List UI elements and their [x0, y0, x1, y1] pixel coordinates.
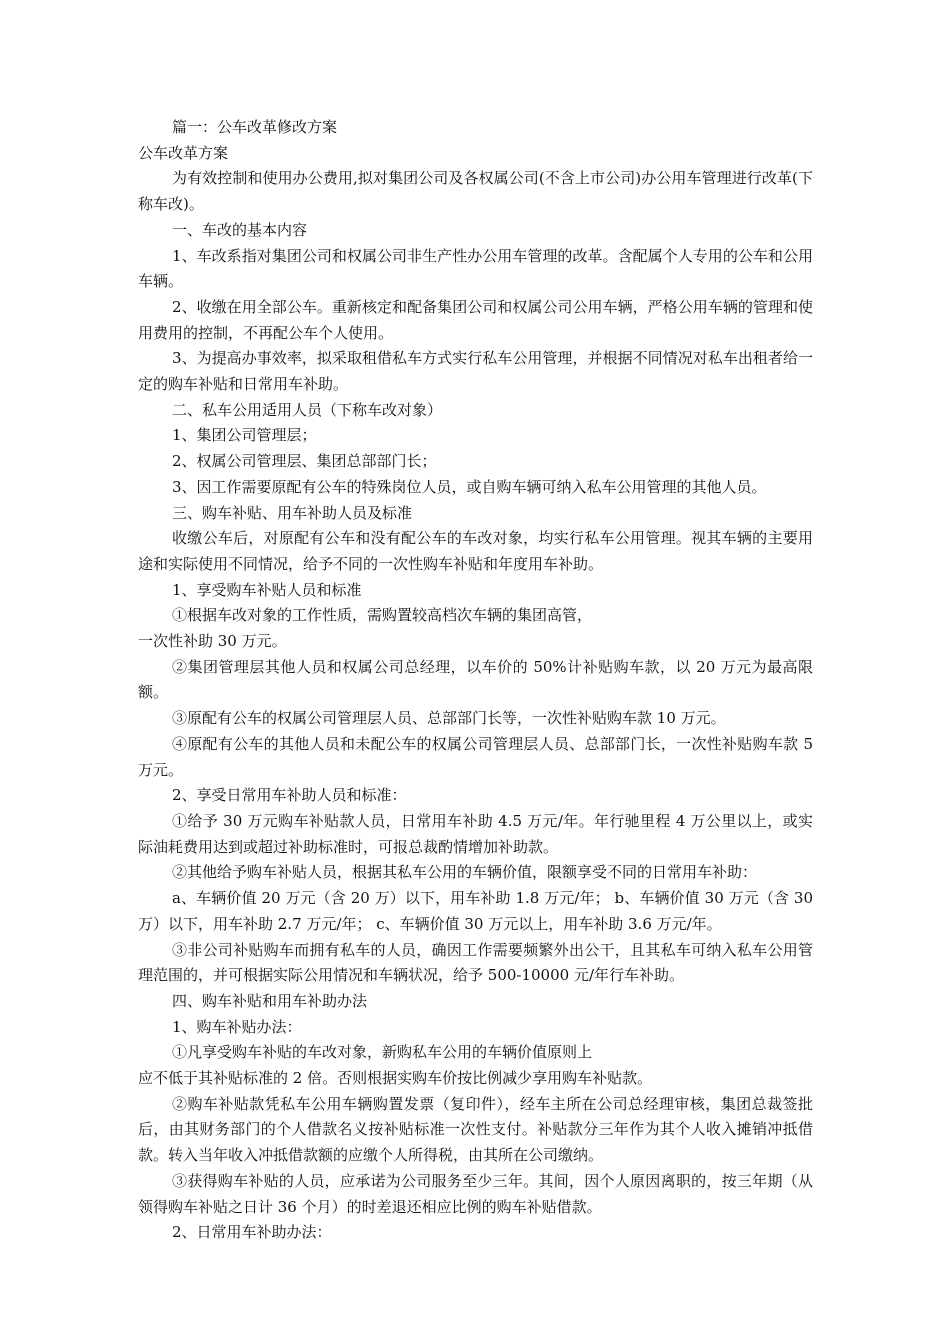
- paragraph: ①根据车改对象的工作性质，需购置较高档次车辆的集团高管，: [172, 606, 593, 625]
- paragraph: 1、集团公司管理层；: [172, 426, 317, 445]
- paragraph: 二、私车公用适用人员（下称车改对象）: [172, 400, 443, 419]
- paragraph: 一次性补助 30 万元。: [138, 632, 287, 651]
- paragraph: ②其他给予购车补贴人员，根据其私车公用的车辆价值，限额享受不同的日常用车补助：: [172, 863, 758, 882]
- document-body: [138, 115, 813, 1246]
- paragraph: ②购车补贴款凭私车公用车辆购置发票（复印件），经车主所在公司总经理审核，集团总裁签批后，由其财务部门的个人借款名义按补贴标准一次性支付。补贴款分三年作为其个人收入摊销冲抵借款。转入当年收入冲抵借款额的应缴个人所得税，由其所在公司缴纳。: [138, 1094, 813, 1165]
- paragraph: ③获得购车补贴的人员，应承诺为公司服务至少三年。其间，因个人原因离职的，按三年期（从领得购车补贴之日计 36 个月）的时差退还相应比例的购车补贴借款。: [138, 1171, 813, 1216]
- paragraph: ③原配有公车的权属公司管理层人员、总部部门长等，一次性补贴购车款 10 万元。: [172, 709, 726, 728]
- paragraph: ②集团管理层其他人员和权属公司总经理，以车价的 50%计补贴购车款，以 20 万元为最高限额。: [138, 657, 813, 702]
- section-title: 公车改革方案: [138, 143, 229, 162]
- paragraph: 2、权属公司管理层、集团总部部门长；: [172, 452, 437, 471]
- paragraph: 1、享受购车补贴人员和标准: [172, 580, 362, 599]
- paragraph: ①给予 30 万元购车补贴款人员，日常用车补助 4.5 万元/年。年行驰里程 4 万公里以上，或实际油耗费用达到或超过补助标准时，可报总裁酌情增加补助款。: [138, 811, 813, 856]
- paragraph: a、车辆价值 20 万元（含 20 万）以下，用车补助 1.8 万元/年； b、车辆价值 30 万元（含 30 万）以下，用车补助 2.7 万元/年； c、车辆价值 30 万元以上，用车补助 3.6 万元/年。: [138, 889, 813, 933]
- paragraph: ①凡享受购车补贴的车改对象，新购私车公用的车辆价值原则上: [172, 1043, 593, 1062]
- paragraph: ③非公司补贴购车而拥有私车的人员，确因工作需要频繁外出公干，且其私车可纳入私车公用管理范围的，并可根据实际公用情况和车辆状况，给予 500-10000 元/年行车补助。: [138, 940, 813, 985]
- paragraph: 三、购车补贴、用车补助人员及标准: [172, 503, 413, 522]
- paragraph: 收缴公车后，对原配有公车和没有配公车的车改对象，均实行私车公用管理。视其车辆的主要用途和实际使用不同情况，给予不同的一次性购车补贴和年度用车补助。: [138, 529, 813, 573]
- paragraph: 为有效控制和使用办公费用,拟对集团公司及各权属公司(不含上市公司)办公用车管理进行改革(下称车改)。: [138, 169, 813, 214]
- paragraph: 3、为提高办事效率，拟采取租借私车方式实行私车公用管理，并根据不同情况对私车出租者给一定的购车补贴和日常用车补助。: [138, 349, 813, 394]
- document-title: 篇一：公车改革修改方案: [172, 118, 338, 136]
- paragraph: 1、购车补贴办法：: [172, 1017, 302, 1036]
- paragraph: 一、车改的基本内容: [172, 220, 308, 239]
- paragraph: ④原配有公车的其他人员和未配公车的权属公司管理层人员、总部部门长，一次性补贴购车款 5 万元。: [138, 734, 813, 779]
- paragraph: 四、购车补贴和用车补助办法: [172, 991, 368, 1010]
- paragraph: 3、因工作需要原配有公车的特殊岗位人员，或自购车辆可纳入私车公用管理的其他人员。: [172, 477, 767, 496]
- paragraph: 2、日常用车补助办法：: [172, 1223, 332, 1242]
- paragraph: 应不低于其补贴标准的 2 倍。否则根据实购车价按比例减少享用购车补贴款。: [138, 1069, 653, 1088]
- paragraph: 2、享受日常用车补助人员和标准：: [172, 786, 407, 805]
- paragraph: 1、车改系指对集团公司和权属公司非生产性办公用车管理的改革。含配属个人专用的公车和公用车辆。: [138, 246, 813, 291]
- paragraph: 2、收缴在用全部公车。重新核定和配备集团公司和权属公司公用车辆，严格公用车辆的管理和使用费用的控制，不再配公车个人使用。: [138, 297, 813, 342]
